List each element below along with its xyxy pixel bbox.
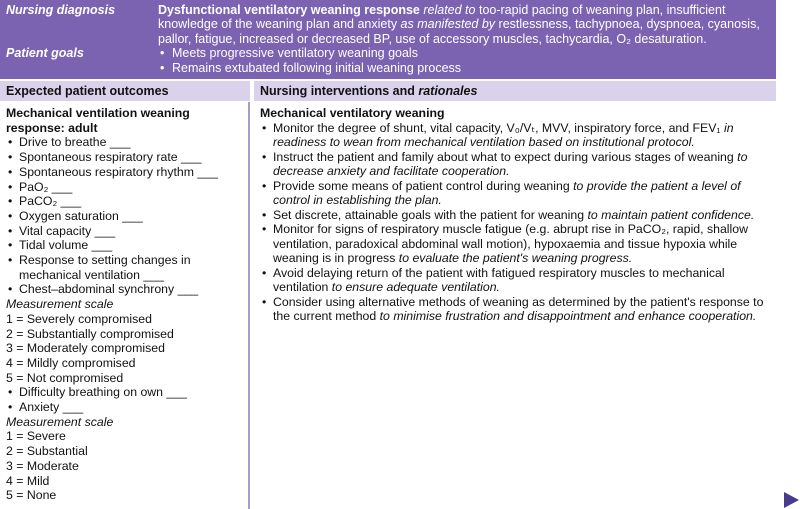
measurement-scale-title: Measurement scale	[6, 297, 114, 312]
outcome-item: • Spontaneous respiratory rhythm ___	[6, 165, 248, 180]
intervention-text: Provide some means of patient control during weaning	[273, 178, 574, 193]
outcomes-title: Mechanical ventilation weaning response: adult	[6, 106, 190, 135]
diagnosis-part2: restlessness, tachypnoea, dyspnoea, cyanosis, pallor, fatigue, increased or decreased BP, use of accessory muscles, tachycardia, O₂ desaturation.	[158, 17, 760, 46]
scale-entry: 4 = Mild	[6, 473, 50, 488]
intervention-rationale: in readiness to wean from mechanical ventilation based on institutional protocol.	[273, 120, 734, 149]
outcome-item: • PaCO₂ ___	[6, 194, 248, 209]
diagnosis-header	[0, 0, 776, 79]
scale-entry: 3 = Moderately compromised	[6, 341, 165, 356]
goal-item: • Remains extubated following initial weaning process	[158, 61, 461, 76]
intervention-item	[260, 121, 776, 150]
intervention-text: Set discrete, attainable goals with the patient for weaning	[273, 207, 588, 222]
intervention-item	[260, 150, 776, 179]
scale-entry: 2 = Substantial	[6, 444, 88, 459]
outcome-list-1	[6, 135, 248, 297]
next-page-arrow-icon[interactable]	[784, 492, 799, 508]
diagnosis-part1: too-rapid pacing of weaning plan, insufficient knowledge of the weaning plan and anxiety	[158, 3, 726, 32]
intervention-rationale: to maintain patient confidence.	[587, 207, 755, 222]
intervention-item	[260, 295, 776, 324]
scale-entry: 1 = Severely compromised	[6, 311, 152, 326]
outcome-item: • Chest–abdominal synchrony ___	[6, 282, 248, 297]
intervention-text: Avoid delaying return of the patient with fatigued respiratory muscles to mechanical ventilation	[273, 265, 725, 294]
outcome-item: • Anxiety ___	[6, 400, 248, 415]
diagnosis-title: Dysfunctional ventilatory weaning response	[158, 3, 420, 17]
outcome-item: • PaO₂ ___	[6, 180, 248, 195]
outcome-item: • Difficulty breathing on own ___	[6, 385, 248, 400]
scale-entry: 5 = None	[6, 488, 57, 503]
intervention-item	[260, 222, 776, 266]
intervention-rationale: to provide the patient a level of control in establishing the plan.	[273, 178, 741, 207]
intervention-item	[260, 208, 776, 223]
diagnosis-text	[158, 3, 770, 46]
interventions-header-prefix: Nursing interventions and	[260, 84, 419, 98]
intervention-item	[260, 266, 776, 295]
intervention-rationale: to ensure adequate ventilation.	[331, 280, 500, 294]
scale-entry: 1 = Severe	[6, 429, 66, 444]
outcome-item: • Drive to breathe ___	[6, 135, 248, 150]
as-manifested-by: as manifested by	[400, 17, 496, 32]
outcomes-column	[0, 102, 250, 509]
measurement-scale-2	[6, 429, 248, 503]
outcome-item: • Spontaneous respiratory rate ___	[6, 150, 248, 165]
measurement-scale-1	[6, 312, 248, 386]
scale-entry: 4 = Mildly compromised	[6, 355, 136, 370]
measurement-scale-title: Measurement scale	[6, 414, 114, 429]
scale-entry: 5 = Not compromised	[6, 370, 124, 385]
outcome-list-2	[6, 385, 248, 414]
interventions-column	[254, 102, 776, 509]
outcome-item: • Oxygen saturation ___	[6, 209, 248, 224]
intervention-list	[260, 121, 776, 324]
intervention-text: Instruct the patient and family about what to expect during various stages of weaning	[273, 149, 738, 164]
outcome-item: • Vital capacity ___	[6, 224, 248, 239]
intervention-rationale: to minimise frustration and disappointment and enhance cooperation.	[379, 309, 757, 323]
outcome-item: • Tidal volume ___	[6, 238, 248, 253]
intervention-text: Consider using alternative methods of weaning as determined by the patient's response to the current method	[273, 294, 764, 323]
goal-item: • Meets progressive ventilatory weaning goals	[158, 46, 461, 61]
outcomes-column-header: Expected patient outcomes	[0, 81, 250, 101]
interventions-column-header	[254, 81, 776, 101]
intervention-rationale: to decrease anxiety and facilitate cooperation.	[273, 149, 748, 178]
goals-label: Patient goals	[6, 46, 84, 60]
related-to: related to	[423, 3, 476, 17]
scale-entry: 2 = Substantially compromised	[6, 326, 174, 341]
intervention-rationale: to evaluate the patient's weaning progress.	[398, 251, 633, 265]
intervention-text: Monitor for signs of respiratory muscle fatigue (e.g. abrupt rise in PaCO₂, rapid, shallow ventilation, paradoxical abdominal wall motion), hypoxaemia and tissue hypoxia while weaning is in progress	[273, 222, 748, 265]
interventions-header-italic: rationales	[418, 84, 478, 98]
diagnosis-label: Nursing diagnosis	[6, 3, 116, 17]
interventions-title: Mechanical ventilatory weaning	[260, 106, 445, 120]
scale-entry: 3 = Moderate	[6, 458, 79, 473]
intervention-item	[260, 179, 776, 208]
intervention-text: Monitor the degree of shunt, vital capacity, V₀/Vₜ, MVV, inspiratory force, and FEV₁	[273, 120, 724, 135]
outcome-item: • Response to setting changes in mechanical ventilation ___	[6, 253, 248, 282]
goals-list	[158, 46, 461, 75]
